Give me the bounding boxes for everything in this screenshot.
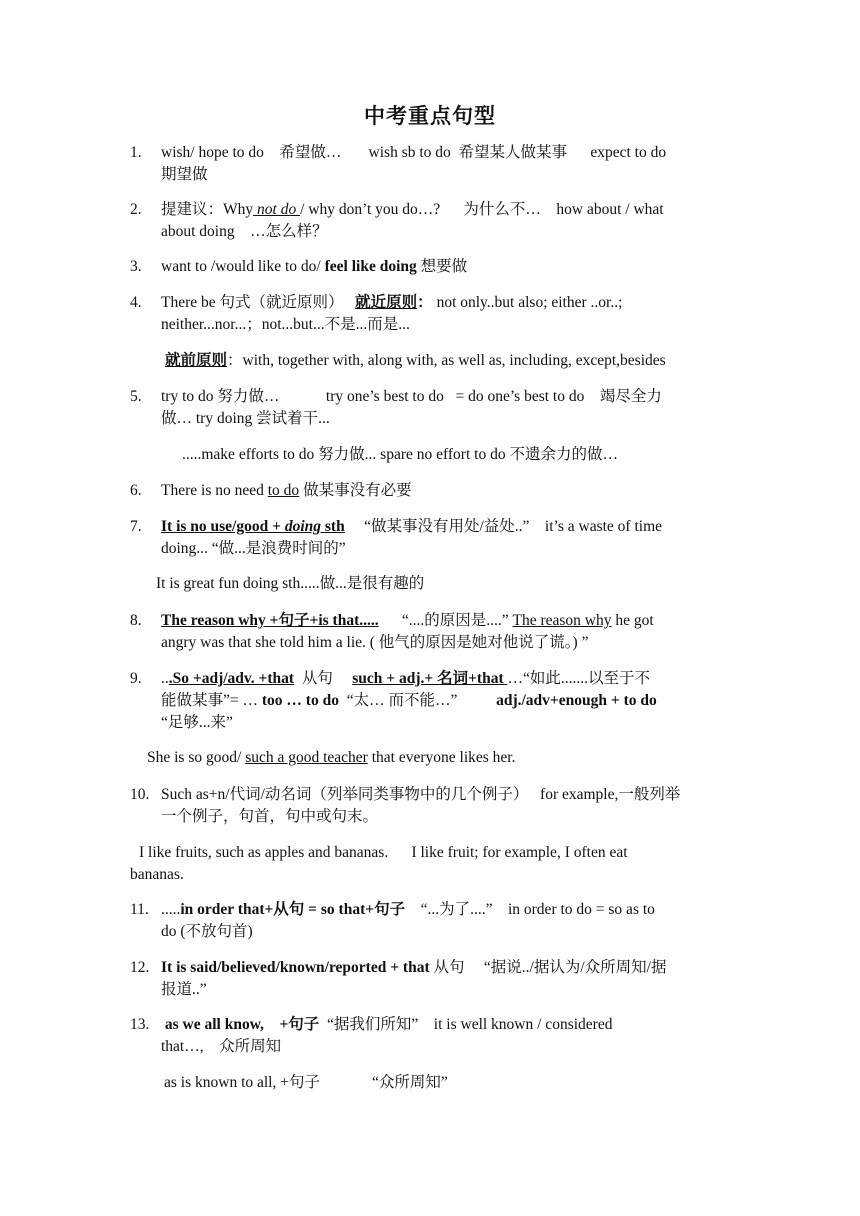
page-title: 中考重点句型 [364, 104, 496, 128]
list-item-10-example: I like fruits, such as apples and bananas. I like fruit; for example, I often eat bananas. [130, 844, 628, 883]
list-item-12: 12. It is said/believed/known/reported + that 从句 “据说../据认为/众所周知/据 报道..” [130, 959, 667, 998]
list-item-9: 9. ...So +adj/adv. +that 从句 such + adj.+ 名词+that …“如此.......以至于不 能做某事”= … too … to do “太… 而不能…” adj./adv+enough + to do “足够...来” [130, 670, 657, 731]
list-item-8: 8. The reason why +句子+is that..... “....的原因是....” The reason why he got angry was that she told him a lie. ( 他气的原因是她对他说了谎。) ” [130, 612, 654, 651]
list-item-7-note: It is great fun doing sth.....做...是很有趣的 [156, 575, 425, 592]
list-item-7: 7. It is no use/good + doing sth “做某事没有用处/益处..” it’s a waste of time doing... “做...是浪费时间的” [130, 518, 663, 557]
list-item-4-note: 就前原则：with, together with, along with, as well as, including, except,besides [165, 352, 666, 369]
list-item-4: 4. There be 句式（就近原则） 就近原则： not only..but also; either ..or..; neither...nor...；not...but...不是...而是... [130, 294, 623, 333]
list-item-5-note: .....make efforts to do 努力做... spare no effort to do 不遗余力的做… [182, 446, 618, 463]
list-item-2: 2. 提建议：Why not do / why don’t you do…? 为什么不… how about / what about doing …怎么样？ [130, 201, 664, 240]
list-item-11: 11. .....in order that+从句 = so that+句子 “...为了....” in order to do = so as to do (不放句首) [130, 901, 655, 940]
list-item-6: 6. There is no need to do 做某事没有必要 [130, 482, 412, 499]
list-item-13-note: as is known to all, +句子 “众所周知” [164, 1074, 448, 1091]
list-item-5: 5. try to do 努力做… try one’s best to do = do one’s best to do 竭尽全力 做… try doing 尝试着干... [130, 388, 662, 427]
list-item-1: 1. wish/ hope to do 希望做… wish sb to do 希望某人做某事 expect to do 期望做 [130, 144, 667, 183]
item-number: 1. [130, 144, 142, 161]
list-item-10: 10. Such as+n/代词/动名词（列举同类事物中的几个例子） for example,一般列举 一个例子，句首，句中或句末。 [130, 786, 681, 825]
list-item-13: 13. as we all know, +句子 “据我们所知” it is well known / considered that…, 众所周知 [130, 1016, 613, 1055]
list-item-3: 3. want to /would like to do/ feel like doing 想要做 [130, 258, 468, 275]
list-item-9-example: She is so good/ such a good teacher that everyone likes her. [147, 749, 516, 766]
